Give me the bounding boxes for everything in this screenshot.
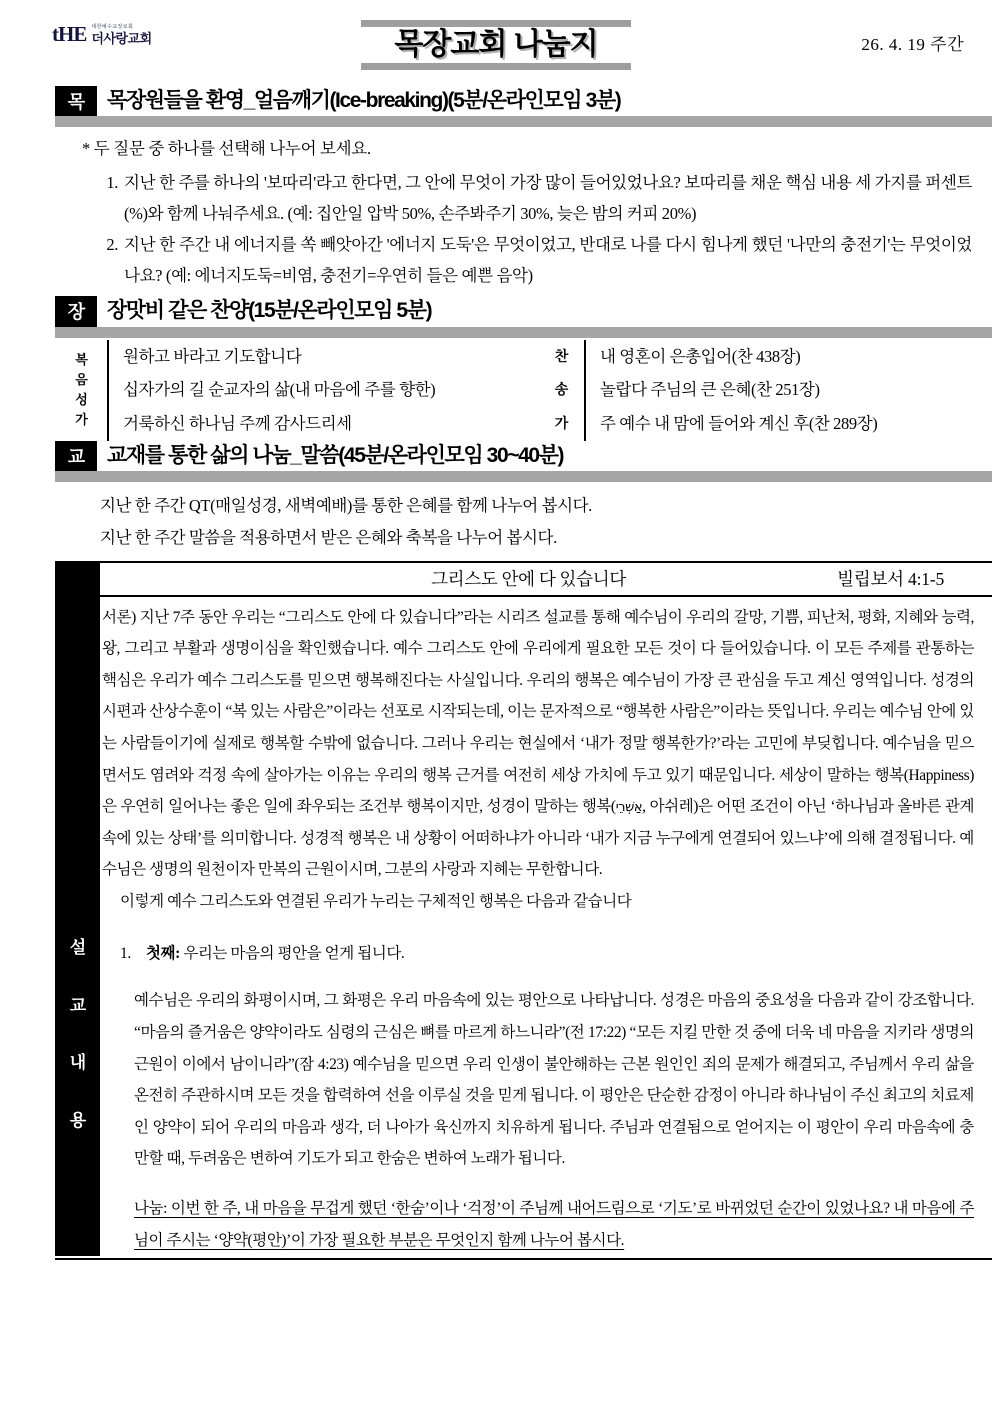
- label-char: 음: [75, 372, 87, 388]
- label-char: 내: [69, 1053, 86, 1073]
- document-title-block: [0, 20, 992, 70]
- section-divider-band: [55, 471, 992, 482]
- section-header-icebreaking: [55, 86, 992, 116]
- table-row: 원하고 바라고 기도합니다: [123, 346, 302, 366]
- sermon-scripture-reference: 빌립보서 4:1-5: [837, 568, 944, 589]
- sermon-body-wrap: [100, 563, 992, 1257]
- section-title: 장맛비 같은 찬양(15분/온라인모임 5분): [107, 299, 432, 323]
- praise-gospel-song-list: [109, 340, 538, 441]
- sermon-point-1-explanation: [102, 985, 974, 1175]
- sermon-point-1: [102, 938, 974, 970]
- sharing-label: 나눔:: [134, 1199, 167, 1217]
- point-number: 1.: [120, 944, 131, 962]
- section-header-praise: [55, 296, 992, 326]
- list-item: [96, 168, 972, 229]
- title-rule-top: [361, 20, 631, 27]
- sharing-text: 이번 한 주, 내 마음을 무겁게 했던 ‘한숨’이나 ‘걱정’이 주님께 내어드림으로 ‘기도’로 바뀌었던 순간이 있었나요? 내 마음에 주님이 주시는 ‘양약(평안)’이 가장 필요한 부분은 무엇인지 함께 나누어 봅시다.: [134, 1199, 974, 1249]
- sermon-intro-paragraph: [102, 602, 974, 886]
- table-row: 주 예수 내 맘에 들어와 계신 후(찬 289장): [600, 414, 878, 434]
- study-content: [0, 482, 992, 560]
- issue-date: 26. 4. 19 주간: [861, 35, 964, 54]
- question-number: 1.: [106, 173, 118, 193]
- paragraph-text: 예수님은 우리의 화평이시며, 그 화평은 우리 마음속에 있는 평안으로 나타납니다. 성경은 마음의 중요성을 다음과 같이 강조합니다. “마음의 즐거움은 양약이라도 심령의 근심은 뼈를 마르게 하느니라”(전 17:22) “모든 지킬 만한 것 중에 더욱 네 마음을 지키라 생명의 근원이 이에서 남이니라”(잠 4:23) 예수님을 믿으면 우리 인생이 불안해하는 근본 원인인 죄의 문제가 해결되고, 주님께서 우리 삶을 온전히 주관하시며 모든 것을 합력하여 선을 이루실 것을 믿게 됩니다. 이 평안은 단순한 감정이 아니라 하나님이 주신 최고의 치료제인 양약이 되어 우리의 마음과 생각, 더 나아가 육신까지 치유하게 됩니다. 주님과 연결됨으로 얻어지는 이 평안이 우리 마음속에 충만할 때, 두려움은 변하여 기도가 되고 한숨은 변하여 노래가 됩니다.: [134, 992, 974, 1168]
- hebrew-word: אַשְׁרֵי: [615, 800, 643, 816]
- label-char: 찬: [554, 347, 568, 364]
- sermon-intro-closing: 이렇게 예수 그리스도와 연결된 우리가 누리는 구체적인 행복은 다음과 같습니다: [120, 893, 632, 911]
- sermon-intro-part2: , 아쉬레)은 어떤 조건이 아닌 ‘하나님과 올바른 관계 속에 있는 상태’를 의미합니다. 성경적 행복은 내 상황이 어떠하냐가 아니라 ‘내가 지금 누구에게 연결되어 있느냐’에 의해 결정됩니다. 예수님은 생명의 원천이자 만복의 근원이시며, 그분의 사랑과 지혜는 무한합니다.: [102, 798, 975, 879]
- logo-church-name: 더사랑교회: [91, 31, 152, 46]
- table-row: 놀랍다 주님의 큰 은혜(찬 251장): [600, 380, 820, 400]
- section-divider-band: [55, 327, 992, 338]
- label-char: 성: [75, 392, 87, 408]
- label-char: 가: [554, 415, 568, 432]
- logo-mark-icon: tHE: [52, 22, 87, 46]
- label-char: 송: [554, 381, 568, 398]
- page-bottom-rule: [55, 1258, 992, 1260]
- section-header-study: [55, 441, 992, 471]
- table-row: 거룩하신 하나님 주께 감사드리세: [123, 414, 352, 434]
- section-title: 교재를 통한 삶의 나눔_말씀(45분/온라인모임 30~40분): [107, 444, 564, 467]
- praise-table: [55, 338, 992, 441]
- sermon-side-label: [55, 563, 100, 1257]
- point-body: [146, 938, 404, 970]
- point-text: 우리는 마음의 평안을 얻게 됩니다.: [179, 944, 405, 962]
- label-char: 가: [75, 412, 87, 428]
- list-item: [96, 230, 972, 291]
- praise-category-gospel-label: [55, 340, 109, 441]
- praise-category-hymnal-label: [538, 340, 586, 441]
- table-row: 십자가의 길 순교자의 삶(내 마음에 주를 향한): [123, 380, 436, 400]
- label-char: 용: [69, 1111, 86, 1131]
- logo-denomination-text: 대한예수교장로회: [91, 24, 134, 30]
- question-text: 지난 한 주를 하나의 '보따리'라고 한다면, 그 안에 무엇이 가장 많이 들어있었나요? 보따리를 채운 핵심 내용 세 가지를 퍼센트(%)와 함께 나눠주세요. (예: 집안일 압박 50%, 손주봐주기 30%, 늦은 밤의 커피 20%): [124, 173, 972, 223]
- study-line: 지난 한 주간 말씀을 적용하면서 받은 은혜와 축복을 나누어 봅시다.: [100, 528, 557, 548]
- question-number: 2.: [106, 235, 118, 255]
- praise-hymnal-song-list: [586, 340, 992, 441]
- section-title: 목장원들을 환영_얼음깨기(Ice-breaking)(5분/온라인모임 3분): [107, 89, 621, 112]
- page-header: [0, 0, 992, 86]
- section-badge: 목: [55, 86, 97, 116]
- label-char: 설: [69, 937, 86, 957]
- icebreaking-content: [0, 127, 992, 296]
- icebreaking-question-list: [60, 168, 972, 291]
- sermon-text-body: [100, 597, 992, 1257]
- study-line: 지난 한 주간 QT(매일성경, 새벽예배)를 통한 은혜를 함께 나누어 봅시다.: [100, 496, 592, 516]
- label-char: 교: [69, 995, 86, 1015]
- question-text: 지난 한 주간 내 에너지를 쏙 빼앗아간 '에너지 도둑'은 무엇이었고, 반대로 나를 다시 힘나게 했던 '나만의 충전기'는 무엇이었나요? (예: 에너지도둑=비염, 충전기=우연히 들은 예쁜 음악): [124, 235, 972, 285]
- icebreaking-note: * 두 질문 중 하나를 선택해 나누어 보세요.: [82, 139, 371, 159]
- point-label: 첫째:: [146, 944, 180, 962]
- label-char: 복: [75, 352, 87, 367]
- table-row: 내 영혼이 은총입어(찬 438장): [600, 346, 801, 366]
- sermon-intro-part1: 서론) 지난 7주 동안 우리는 “그리스도 안에 다 있습니다”라는 시리즈 설교를 통해 예수님이 우리의 갈망, 기쁨, 피난처, 평화, 지혜와 능력, 왕, 그리고 부활과 생명이심을 확인했습니다. 예수 그리스도 안에 우리에게 필요한 모든 것이 다 들어있습니다. 이 모든 주제를 관통하는 핵심은 우리가 예수 그리스도를 믿으면 행복해진다는 사실입니다. 우리의 행복은 예수님이 가장 큰 관심을 두고 계신 영역입니다. 성경의 시편과 산상수훈이 “복 있는 사람은”이라는 선포로 시작되는데, 이는 문자적으로 “행복한 사람은”이라는 뜻입니다. 우리는 예수님 안에 있는 사람들이기에 실제로 행복할 수밖에 없습니다. 그러나 우리는 현실에서 ‘내가 정말 행복한가?’라는 고민에 부딪힙니다. 예수님을 믿으면서도 염려와 걱정 속에 살아가는 이유는 우리의 행복 근거를 여전히 세상 가치에 두고 있기 때문입니다. 세상이 말하는 행복(Happiness)은 우연히 일어나는 좋은 일에 좌우되는 조건부 행복이지만, 성경이 말하는 행복(: [102, 608, 974, 816]
- sermon-sharing-question: [102, 1193, 974, 1256]
- section-badge: 교: [55, 441, 97, 471]
- section-divider-band: [55, 116, 992, 127]
- sermon-section: [55, 561, 992, 1257]
- sermon-heading-row: [100, 563, 992, 597]
- sermon-title: 그리스도 안에 다 있습니다: [431, 568, 626, 589]
- title-rule-bottom: [361, 63, 631, 70]
- page-title: 목장교회 나눔지: [394, 28, 598, 61]
- section-badge: 장: [55, 296, 97, 326]
- paragraph-text: [134, 1193, 974, 1256]
